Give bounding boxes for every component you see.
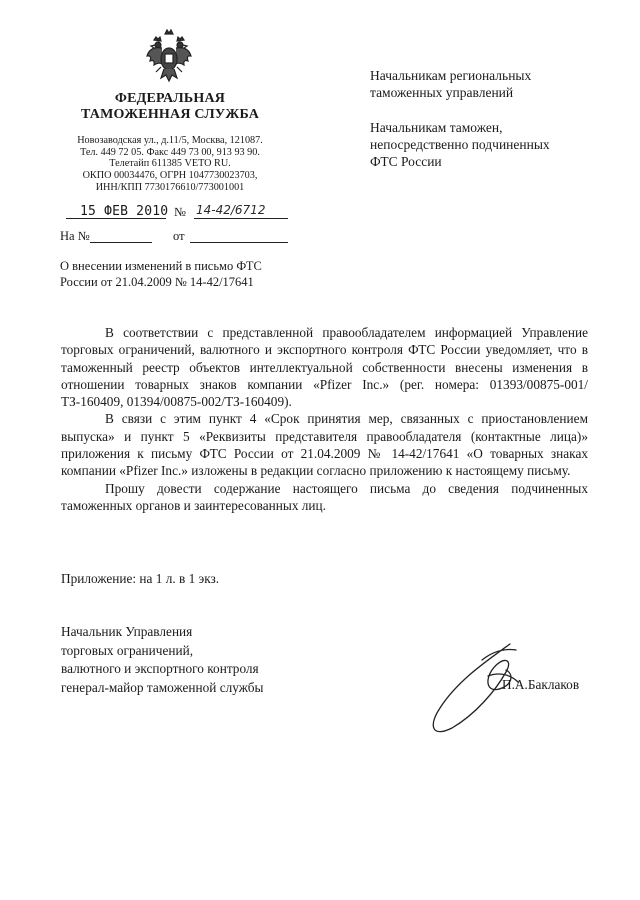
org-name-line: ФЕДЕРАЛЬНАЯ — [114, 91, 226, 106]
letter-subject — [60, 259, 300, 290]
date-stamp: 15 ФЕВ 2010 — [80, 204, 169, 219]
addressees — [370, 67, 610, 170]
body-paragraph: Прошу довести содержание настоящего письма до сведения подчиненных таможенных органов и заинтересованных лиц. — [61, 480, 588, 513]
addressee-line: непосредственно подчиненных — [370, 137, 550, 152]
date-underline — [66, 218, 166, 219]
contact-details — [60, 135, 280, 194]
addressee-customs — [370, 119, 610, 170]
addressee-line: ФТС России — [370, 154, 442, 169]
signatory-title-line: торговых ограничений, — [61, 642, 194, 658]
signatory-title-line: валютного и экспортного контроля — [61, 661, 259, 676]
appendix-note: Приложение: на 1 л. в 1 экз. — [61, 571, 220, 586]
reference-from-label: от — [173, 229, 185, 243]
contact-line: ОКПО 00034476, ОГРН 1047730023703, — [82, 170, 258, 182]
number-underline — [194, 218, 288, 219]
double-headed-eagle-emblem — [144, 28, 194, 84]
date-number-line — [60, 204, 290, 224]
reference-number-underline — [90, 242, 152, 243]
body-paragraph: В соответствии с представленной правообладателем информацией Управление торговых ограничений, валютного и экспортного контроля ФТС России уведомляет, что в таможенный реестр объектов интеллектуальной собственности внесены изменения в отношении товарных знаков компании «Pfizer Inc.» (рег. номера: 01393/00875-001/ТЗ-160409, 01394/00875-002/ТЗ-160409). — [61, 325, 588, 410]
reference-label: На № — [60, 229, 90, 243]
addressee-line: Начальникам таможен, — [370, 120, 503, 135]
signatory-title-line: генерал-майор таможенной службы — [61, 679, 264, 695]
subject-line: О внесении изменений в письмо ФТС — [60, 259, 262, 273]
outgoing-number: 14-42/6712 — [196, 203, 266, 217]
subject-line: России от 21.04.2009 № 14-42/17641 — [60, 274, 254, 289]
contact-line: Тел. 449 72 05. Факс 449 73 00, 913 93 90. — [80, 146, 260, 158]
reference-line — [60, 229, 290, 245]
org-name-line: ТАМОЖЕННАЯ СЛУЖБА — [80, 107, 260, 122]
signer-name: П.А.Баклаков — [502, 677, 580, 692]
letter-body — [61, 324, 588, 514]
organization-name — [60, 91, 280, 123]
contact-line: ИНН/КПП 7730176610/773001001 — [95, 181, 245, 193]
body-paragraph: В связи с этим пункт 4 «Срок принятия мер, связанных с приостановлением выпуска» и пункт 5 «Реквизиты представителя правообладателя (контактные лица)» приложения к письму ФТС России от 21.04.2009 № 14-42/17641 «О товарных знаках компании «Pfizer Inc.» изложены в редакции согласно приложению к настоящему письму. — [61, 411, 588, 479]
contact-line: Телетайп 611385 VETO RU. — [109, 158, 231, 170]
addressee-line: Начальникам региональных — [370, 68, 532, 83]
number-label: № — [174, 205, 186, 219]
signatory-title — [61, 623, 321, 697]
reference-date-underline — [190, 242, 288, 243]
signatory-title-line: Начальник Управления — [61, 624, 193, 639]
addressee-regional — [370, 67, 610, 101]
addressee-line: таможенных управлений — [370, 85, 514, 100]
contact-line: Новозаводская ул., д.11/5, Москва, 121087. — [77, 135, 263, 146]
